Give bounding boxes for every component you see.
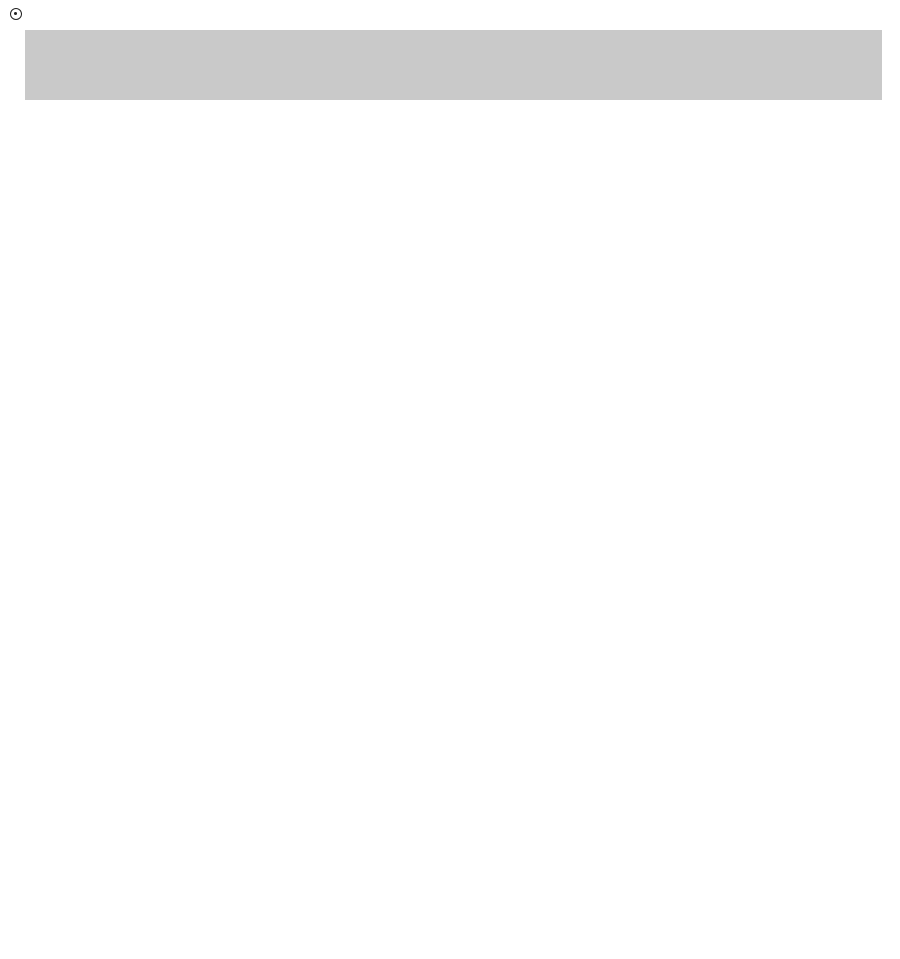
circle-dot-icon: [10, 8, 22, 20]
page-title: [4, 2, 31, 26]
table-header: [25, 30, 882, 100]
